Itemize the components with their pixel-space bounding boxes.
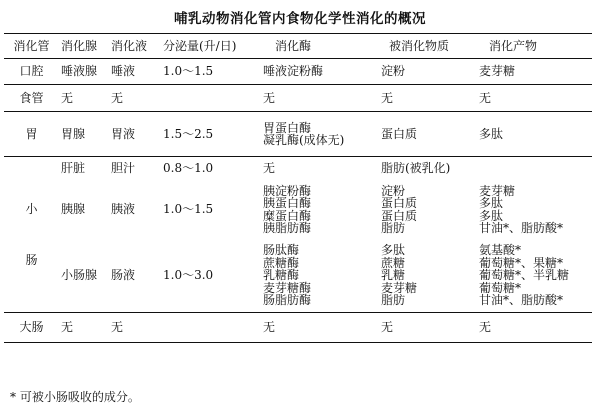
substrate-list: 淀粉 蛋白质 蛋白质 脂肪: [381, 183, 418, 235]
product-cell: [477, 239, 592, 313]
product-cell: [477, 157, 592, 181]
header-amount: 分泌量(升/日): [163, 38, 237, 53]
table-row: [4, 112, 592, 157]
header-enzyme: 消化酶: [275, 38, 312, 53]
fluid-cell: 胰液: [111, 202, 136, 216]
table-row: [4, 313, 592, 343]
enzyme-cell: 无: [263, 161, 276, 176]
header-fluid: 消化液: [111, 38, 148, 53]
gland-cell: 无: [61, 90, 74, 105]
enzyme-cell: 无: [263, 320, 276, 334]
substrate-cell: 脂肪(被乳化): [381, 161, 451, 176]
amount-cell: 0.8～1.0: [163, 161, 214, 176]
footnote: * 可被小肠吸收的成分。: [10, 390, 140, 404]
table-row: [4, 59, 592, 85]
enzyme-cell: [261, 239, 379, 313]
table-row: [4, 239, 592, 313]
enzyme-cell: [261, 112, 379, 157]
gland-cell: 小肠腺: [61, 267, 98, 282]
fluid-cell: 唾液: [111, 64, 136, 78]
digestion-table: [4, 33, 592, 343]
gland-cell: 胰腺: [61, 202, 86, 216]
product-list: 氨基酸* 葡萄糖*、果糖* 葡萄糖*、半乳糖 葡萄糖* 甘油*、脂肪酸*: [479, 243, 570, 307]
table-row: [4, 85, 592, 112]
organ-label-part: 小: [25, 201, 38, 216]
enzyme-list: 胃蛋白酶 凝乳酶(成体无): [263, 120, 345, 147]
gland-cell: 肝脏: [61, 161, 86, 176]
amount-cell: 1.0～3.0: [163, 267, 214, 282]
enzyme-list: 肠肽酶 蔗糖酶 乳糖酶 麦芽糖酶 肠脂肪酶: [263, 243, 312, 307]
header-substrate: 被消化物质: [389, 38, 450, 53]
fluid-cell: 无: [111, 90, 124, 105]
header-organ: 消化管: [13, 38, 50, 53]
enzyme-list: 胰淀粉酶 胰蛋白酶 糜蛋白酶 胰脂肪酶: [263, 183, 312, 235]
gland-cell: 胃腺: [61, 126, 86, 141]
table-row: [4, 157, 592, 181]
enzyme-cell: 唾液淀粉酶: [263, 64, 324, 78]
fluid-cell: 胆汁: [111, 161, 136, 176]
product-cell: 无: [479, 320, 492, 334]
product-cell: 多肽: [479, 126, 504, 141]
organ-cell: 食管: [19, 90, 44, 105]
table-row: [4, 181, 592, 239]
substrate-cell: 无: [381, 320, 394, 334]
fluid-cell: 肠液: [111, 267, 136, 282]
amount-cell: 1.5～2.5: [163, 126, 214, 141]
product-cell: 麦芽糖: [479, 64, 516, 78]
product-cell: 无: [479, 90, 492, 105]
organ-label-gap: [6, 216, 57, 254]
substrate-cell: 蛋白质: [381, 126, 418, 141]
amount-cell: 1.0～1.5: [163, 202, 214, 216]
table-title: 哺乳动物消化管内食物化学性消化的概况: [174, 11, 426, 27]
organ-label-part: 肠: [25, 252, 38, 267]
product-cell: [477, 181, 592, 239]
fluid-cell: 胃液: [111, 126, 136, 141]
organ-cell: 大肠: [19, 320, 44, 334]
organ-cell-small-intestine: [4, 157, 59, 313]
gland-cell: 无: [61, 320, 74, 334]
substrate-list: 多肽 蔗糖 乳糖 麦芽糖 脂肪: [381, 243, 418, 307]
fluid-cell: 无: [111, 320, 124, 334]
header-row: [4, 34, 592, 59]
substrate-cell: 淀粉: [381, 64, 406, 78]
enzyme-cell: [261, 181, 379, 239]
enzyme-cell: 无: [263, 90, 276, 105]
header-product: 消化产物: [489, 38, 538, 53]
header-gland: 消化腺: [61, 38, 98, 53]
organ-cell: 胃: [25, 126, 38, 141]
product-list: 麦芽糖 多肽 多肽 甘油*、脂肪酸*: [479, 183, 564, 235]
substrate-cell: [379, 239, 477, 313]
substrate-cell: [379, 181, 477, 239]
amount-cell: 1.0～1.5: [163, 64, 214, 78]
gland-cell: 唾液腺: [61, 64, 98, 78]
substrate-cell: 无: [381, 90, 394, 105]
organ-cell: 口腔: [19, 64, 44, 78]
amount-cell: [161, 85, 261, 112]
amount-cell: [161, 313, 261, 343]
